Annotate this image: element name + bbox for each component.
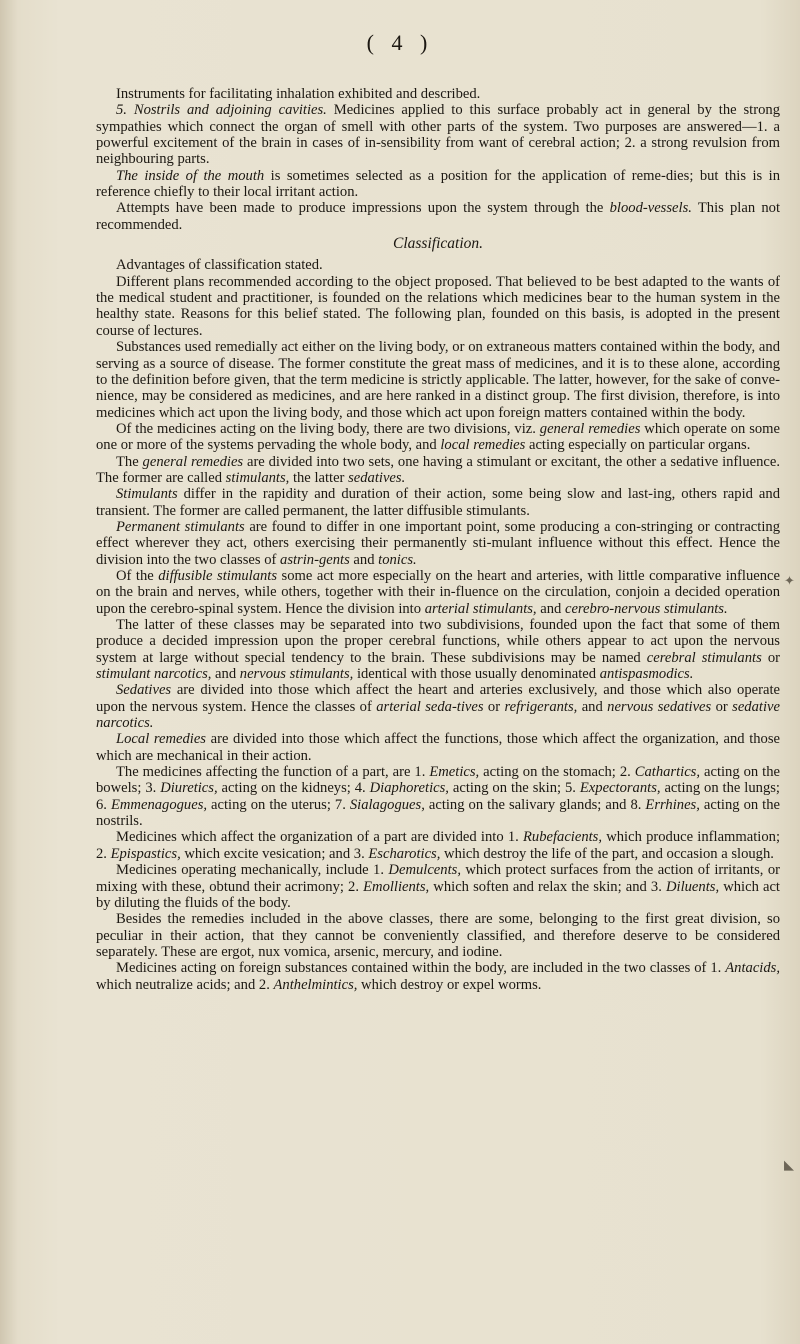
italic-term: Escharotics, xyxy=(368,845,441,862)
text-run: acting on the lungs; 6. xyxy=(96,780,780,813)
text-run: acting on the nostrils. xyxy=(96,796,781,830)
text-run: which destroy the life of the part, and occasion a slough. xyxy=(440,845,774,862)
paragraph xyxy=(96,862,780,911)
paragraph xyxy=(96,731,780,764)
italic-term: cerebro-nervous stimulants. xyxy=(564,600,728,617)
paragraph xyxy=(96,200,780,233)
italic-term: cerebral stimulants xyxy=(646,649,762,666)
italic-term: Rubefacients, xyxy=(522,829,603,846)
italic-term: sedative narcotics. xyxy=(96,698,780,732)
text-run: acting especially on particular organs. xyxy=(525,437,751,454)
italic-term: Diuretics, xyxy=(160,780,218,797)
text-run: and xyxy=(536,600,565,617)
italic-term: sedatives. xyxy=(348,469,406,486)
italic-term: Emetics, xyxy=(429,764,480,781)
italic-term: refrigerants, xyxy=(504,698,578,715)
italic-term: Local remedies xyxy=(116,731,206,748)
text-run: which protect surfaces from the action of irritants, or mixing with these, obtund their acrimony; 2. xyxy=(96,862,780,895)
italic-term: nervous stimulants, xyxy=(239,666,354,683)
italic-term: arterial stimulants, xyxy=(424,600,537,617)
italic-term: Permanent stimulants xyxy=(116,518,245,535)
italic-term: general remedies xyxy=(142,453,244,470)
body-text xyxy=(96,86,780,993)
italic-term: local remedies xyxy=(440,437,526,454)
paragraph xyxy=(96,102,780,167)
text-run: The latter of these classes may be separated into two subdivisions, founded upon the fact that some of them produce a decided impression upon the proper cerebral functions, while others appear to act upon the nervous system at large without special tendency to the brain. These subdivisions may be named xyxy=(96,617,780,666)
paragraph xyxy=(96,339,780,421)
text-run: The xyxy=(116,453,143,470)
italic-term: arterial seda-tives xyxy=(376,698,484,715)
text-run: Besides the remedies included in the above classes, there are some, belonging to the first great division, so peculiar in their action, that they cannot be conveniently classified, and therefore deserve to be considered separately. These are ergot, nux vomica, arsenic, mercury, and iodine. xyxy=(96,911,780,960)
italic-term: nervous sedatives xyxy=(607,698,712,715)
text-run: are divided into those which affect the functions, those which affect the organization, and those which are mechanical in their action. xyxy=(96,731,781,764)
paragraph xyxy=(96,486,780,519)
italic-term: Epispastics, xyxy=(110,845,181,862)
text-run: which soften and relax the skin; and 3. xyxy=(429,878,666,895)
page-number: ( 4 ) xyxy=(366,30,434,55)
text-run: which excite vesication; and 3. xyxy=(180,845,369,862)
italic-term: Emmenagogues, xyxy=(110,796,208,813)
text-run: or xyxy=(761,649,780,666)
paragraph xyxy=(96,682,780,731)
text-run: and xyxy=(577,698,608,715)
italic-term: general remedies xyxy=(539,420,641,437)
text-run: identical with those usually denominated xyxy=(353,666,600,683)
text-run: which act by diluting the fluids of the body. xyxy=(96,878,780,911)
text-run: which neutralize acids; and 2. xyxy=(96,976,274,993)
text-run: differ in the rapidity and duration of their action, some being slow and last-ing, others rapid and transient. The former are called permanent, the latter diffusible stimulants. xyxy=(96,486,780,519)
text-run: Of the xyxy=(116,567,159,584)
paragraph xyxy=(96,274,780,339)
paragraph xyxy=(96,519,780,568)
text-run: acting on the salivary glands; and 8. xyxy=(424,796,646,813)
italic-term: Demulcents, xyxy=(388,862,461,879)
italic-term: astrin-gents xyxy=(280,551,350,568)
text-run: Classification. xyxy=(393,235,483,253)
text-run: This plan not recommended. xyxy=(96,200,780,233)
paragraph xyxy=(96,617,780,682)
italic-term: Sialagogues, xyxy=(349,796,425,813)
paragraph xyxy=(96,764,780,829)
text-run: Instruments for facilitating inhalation exhibited and described. xyxy=(116,86,481,102)
text-run: are divided into two sets, one having a stimulant or excitant, the other a sedative influence. The former are called xyxy=(96,453,781,486)
text-run: acting on the kidneys; 4. xyxy=(217,780,370,797)
paragraph xyxy=(96,86,780,102)
italic-term: Errhines, xyxy=(645,796,700,813)
text-run: Medicines which affect the organization of a part are divided into 1. xyxy=(116,829,523,846)
italic-term: Diaphoretics, xyxy=(369,780,449,797)
text-run: and xyxy=(211,666,240,683)
text-run: some act more especially on the heart and arteries, with little comparative influence on the brain and nerves, while others, together with their in-fluence on the circulation, conjoin a decided operation upon the cerebro-spinal system. Hence the division into xyxy=(96,567,780,617)
italic-term: Sedatives xyxy=(116,682,172,699)
italic-term: Cathartics, xyxy=(634,764,701,781)
text-run: Medicines applied to this surface probably act in general by the strong sympathies which connect the organ of smell with other parts of the system. Two purposes are answered—1. a powerful excitement of the brain in cases of in-sensibility from want of cerebral action; 2. a strong revulsion from neighbouring parts. xyxy=(96,102,780,168)
italic-term: Stimulants xyxy=(116,486,178,503)
paragraph xyxy=(96,960,780,993)
text-run: is sometimes selected as a position for the application of reme-dies; but this is in reference chiefly to their local irritant action. xyxy=(96,167,780,201)
text-run: or xyxy=(483,698,505,715)
italic-term: Antacids, xyxy=(725,960,780,977)
text-run: Medicines operating mechanically, include 1. xyxy=(116,862,389,879)
text-run: which operate on some one or more of the systems pervading the whole body, and xyxy=(96,420,780,454)
text-run: acting on the bowels; 3. xyxy=(96,764,781,797)
section-heading xyxy=(96,236,780,252)
margin-mark: ✦ xyxy=(784,573,795,588)
text-run: which destroy or expel worms. xyxy=(357,976,542,993)
paragraph xyxy=(96,257,780,273)
italic-term: stimulant narcotics, xyxy=(96,666,212,683)
paragraph xyxy=(96,168,780,201)
italic-term: The inside of the mouth xyxy=(116,167,265,184)
text-run: the latter xyxy=(289,469,349,486)
italic-term: tonics. xyxy=(378,551,417,568)
text-run: Medicines acting on foreign substances contained within the body, are included in the two classes of 1. xyxy=(116,960,726,977)
italic-term: 5. Nostrils and adjoining cavities. xyxy=(116,102,327,119)
text-run: Advantages of classification stated. xyxy=(116,257,323,274)
text-run: acting on the skin; 5. xyxy=(448,780,580,797)
text-run: Of the medicines acting on the living body, there are two divisions, viz. xyxy=(116,420,540,437)
italic-term: blood-vessels. xyxy=(609,200,692,217)
text-run: acting on the stomach; 2. xyxy=(479,764,635,781)
paragraph xyxy=(96,454,780,487)
italic-term: Emollients, xyxy=(363,878,430,895)
text-run: and xyxy=(349,551,379,568)
paragraph xyxy=(96,829,780,862)
paragraph xyxy=(96,568,780,617)
italic-term: Expectorants, xyxy=(579,780,661,797)
text-run: acting on the uterus; 7. xyxy=(207,796,350,813)
text-run: which produce inflammation; 2. xyxy=(96,829,780,862)
text-run: The medicines affecting the function of a part, are 1. xyxy=(116,764,430,781)
italic-term: Anthelmintics, xyxy=(273,976,358,993)
text-run: Attempts have been made to produce impressions upon the system through the xyxy=(116,200,610,217)
italic-term: diffusible stimulants xyxy=(158,567,278,584)
paragraph xyxy=(96,911,780,960)
margin-mark: ◣ xyxy=(784,1157,794,1172)
text-run: Different plans recommended according to the object proposed. That believed to be best adapted to the wants of the medical student and practitioner, is founded on the relations which medicines bear to the human system in the healthy state. Reasons for this belief stated. The following plan, founded on this basis, is adopted in the present course of lectures. xyxy=(96,273,780,339)
text-run: are found to differ in one important point, some producing a con-stringing or contracting effect wherever they act, others exercising their permanently sti-mulant influence without this effect. Hence the division into the two classes of xyxy=(96,518,780,568)
text-run: Substances used remedially act either on the living body, or on extraneous matters contained within the body, and serving as a source of disease. The former constitute the great mass of medicines, and it is to these alone, according to the definition before given, that the term medicine is strictly applicable. The latter, however, for the sake of conve-nience, may be considered as medicines, and are here ranked in a distinct group. The first division, therefore, is into medicines which act upon the living body, and those which act upon foreign matters contained within the body. xyxy=(96,339,780,421)
italic-term: Diluents, xyxy=(665,878,720,895)
text-run: are divided into those which affect the heart and arteries exclusively, and those which also operate upon the nervous system. Hence the classes of xyxy=(96,682,780,715)
text-run: or xyxy=(711,698,733,715)
italic-term: antispasmodics. xyxy=(599,666,694,683)
paragraph xyxy=(96,421,780,454)
italic-term: stimulants, xyxy=(225,469,290,486)
